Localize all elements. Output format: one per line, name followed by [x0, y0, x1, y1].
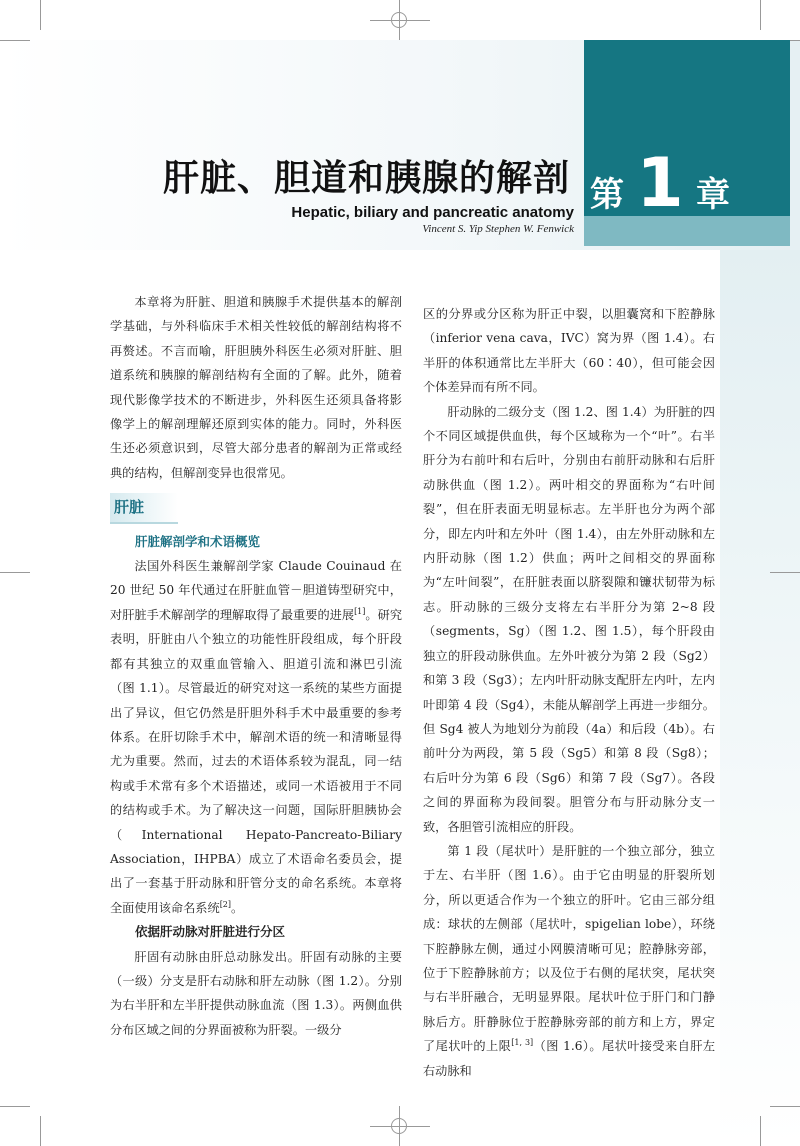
subsection-heading: 依据肝动脉对肝脏进行分区	[135, 924, 286, 940]
chapter-prefix: 第	[590, 175, 624, 215]
paragraph-text: （图 1.6）。尾状叶接受来自肝左右动脉和	[423, 1039, 716, 1078]
body-paragraph: 肝固有动脉由肝总动脉发出。肝固有动脉的主要（一级）分支是肝右动脉和肝左动脉（图 1.2）。分别为右半肝和左半肝提供动脉血流（图 1.3）。两侧血供分布区域之间的分界面被称为肝裂。一级分	[110, 949, 402, 1037]
body-paragraph: 肝动脉的二级分支（图 1.2、图 1.4）为肝脏的四个不同区域提供血供，每个区域称为一个“叶”。右半肝分为右前叶和右后叶，分别由右前肝动脉和右后肝动脉供血（图 1.2）。两叶相交的界面称为“右叶间裂”，但在肝表面无明显标志。左半肝也分为两个部分，即左内叶和左外叶（图 1.4），由左外肝动脉和左内肝动脉（图 1.2）供血；两叶之间相交的界面称为“左叶间裂”，在肝脏表面以脐裂隙和镰状韧带为标志。肝动脉的三级分支将左右半肝分为第 2~8 段（segments，Sg）（图 1.2、图 1.5），每个肝段由独立的肝段动脉供血。左外叶被分为第 2 段（Sg2）和第 3 段（Sg3）；左内叶肝动脉支配肝左内叶，左内叶即第 4 段（Sg4），未能从解剖学上再进一步细分。但 Sg4 被人为地划分为前段（4a）和后段（4b）。右前叶分为两段，第 5 段（Sg5）和第 8 段（Sg8）；右后叶分为第 6 段（Sg6）和第 7 段（Sg7）。各段之间的界面称为段间裂。胆管分布与肝动脉分支一致，各胆管引流相应的肝段。	[423, 404, 715, 834]
chapter-title: 肝脏、胆道和胰腺的解剖	[162, 158, 570, 199]
crop-mark	[0, 1106, 30, 1107]
paragraph-text: 。研究表明，肝脏由八个独立的功能性肝段组成，每个肝段都有其独立的双重血管输入、胆道引流和淋巴引流（图 1.1）。尽管最近的研究对这一系统的某些方面提出了异议，但它仍然是肝胆外科手术中最重要的参考体系。在肝切除手术中，解剖术语的统一和清晰显得尤为重要。然而，过去的术语体系较为混乱，同一结构或手术常有多个术语描述，或同一术语被用于不同的结构或手术。为了解决这一问题，国际肝胆胰协会（International Hepato-Pancreato-Biliary Association，IHPBA）成立了术语命名委员会，提出了一套基于肝动脉和肝管分支的命名系统。本章将全面使用该命名系统	[110, 607, 403, 915]
body-paragraph	[423, 839, 715, 1083]
crop-mark	[40, 1116, 41, 1146]
crop-mark	[0, 40, 30, 41]
crop-mark	[770, 1106, 800, 1107]
crop-mark	[770, 572, 800, 573]
body-paragraph: 区的分界或分区称为肝正中裂，以胆囊窝和下腔静脉（inferior vena cava，IVC）窝为界（图 1.4）。右半肝的体积通常比左半肝大（60∶40），但可能会因个体差异而有所不同。	[423, 307, 715, 395]
citation: [1]	[354, 606, 366, 616]
chapter-label	[590, 144, 730, 223]
section-heading: 肝脏	[110, 493, 178, 523]
registration-mark	[391, 12, 407, 28]
chapter-authors: Vincent S. Yip Stephen W. Fenwick	[422, 223, 574, 235]
paragraph-text: 。	[231, 900, 244, 915]
paragraph-text: 第 1 段（尾状叶）是肝脏的一个独立部分，独立于左、右半肝（图 1.6）。由于它由明显的肝裂所划分，所以更适合作为一个独立的肝叶。它由三部分组成：球状的左侧部（尾状叶，spigelian lobe），环绕下腔静脉左侧，通过小网膜清晰可见；腔静脉旁部，位于下腔静脉前方；以及位于右侧的尾状突，尾状突与右半肝融合，无明显界限。尾状叶位于肝门和门静脉后方。肝静脉位于腔静脉旁部的前方和上方，界定了尾状叶的上限	[423, 843, 715, 1054]
side-background	[720, 250, 800, 1146]
left-column	[110, 290, 402, 1042]
crop-mark	[40, 0, 41, 30]
chapter-number: 1	[636, 144, 684, 223]
registration-mark	[391, 1118, 407, 1134]
citation: [1, 3]	[511, 1038, 534, 1048]
chapter-block-strip	[584, 216, 790, 246]
intro-paragraph: 本章将为肝脏、胆道和胰腺手术提供基本的解剖学基础，与外科临床手术相关性较低的解剖结构将不再赘述。不言而喻，肝胆胰外科医生必须对肝脏、胆道系统和胰腺的解剖结构有全面的了解。此外，随着现代影像学技术的不断进步，外科医生还须具备将影像学上的解剖理解还原到实体的能力。同时，外科医生还必须意识到，尽管大部分患者的解剖为正常或经典的结构，但解剖变异也很常见。	[110, 295, 402, 480]
subsection-heading: 肝脏解剖学和术语概览	[135, 533, 261, 549]
body-paragraph	[110, 554, 402, 920]
crop-mark	[760, 1116, 761, 1146]
chapter-title-english: Hepatic, biliary and pancreatic anatomy	[291, 204, 574, 221]
citation: [2]	[219, 899, 232, 909]
paragraph-text: 法国外科医生兼解剖学家 Claude Couinaud 在 20 世纪 50 年代通过在肝脏血管－胆道铸型研究中，对肝脏手术解剖学的理解取得了最重要的进展	[110, 559, 402, 622]
crop-mark	[0, 572, 30, 573]
chapter-suffix: 章	[695, 175, 730, 215]
right-column	[423, 302, 715, 1083]
crop-mark	[760, 0, 761, 30]
